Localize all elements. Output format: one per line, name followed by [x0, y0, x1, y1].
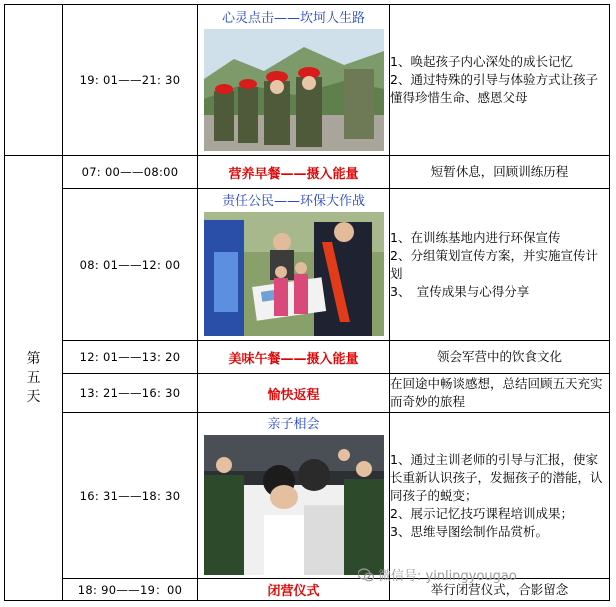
day-cell-empty	[5, 5, 63, 156]
desc-line: 1、通过主训老师的引导与汇报，使家长重新认识孩子，发掘孩子的潜能，认同孩子的蜕变；	[390, 451, 603, 503]
table-row	[5, 374, 610, 413]
activity-cell: 闭营仪式	[198, 579, 390, 601]
activity-cell	[198, 189, 390, 341]
activity-title: 亲子相会	[267, 417, 320, 432]
wechat-icon	[358, 568, 374, 582]
description-cell: 在回途中畅谈感想，总结回顾五天充实而奇妙的旅程	[390, 374, 610, 413]
activity-cell	[198, 413, 390, 579]
activity-photo-mountain-path	[204, 29, 384, 151]
time-cell: 12: 01——13: 20	[63, 341, 198, 374]
desc-line: 2、通过特殊的引导与体验方式让孩子懂得珍惜生命、感恩父母	[390, 72, 598, 105]
day-label-char: 五	[26, 369, 41, 386]
desc-line: 3、 宣传成果与心得分享	[390, 283, 530, 299]
description-cell: 举行闭营仪式，合影留念	[390, 579, 610, 601]
description-cell	[390, 413, 610, 579]
description-cell	[390, 5, 610, 156]
time-cell: 16: 31——18: 30	[63, 413, 198, 579]
desc-line: 2、分组策划宣传方案，并实施宣传计划	[390, 247, 598, 281]
desc-line: 1、唤起孩子内心深处的成长记忆	[390, 54, 573, 69]
activity-cell: 愉快返程	[198, 374, 390, 413]
table-row	[5, 341, 610, 374]
time-cell: 19: 01——21: 30	[63, 5, 198, 156]
time-cell: 18: 90——19：00	[63, 579, 198, 601]
day-label-char: 天	[26, 388, 41, 405]
watermark-text: 微信号: yinlingyougao	[378, 569, 517, 584]
activity-cell: 营养早餐——摄入能量	[198, 156, 390, 189]
description-cell: 短暂休息，回顾训练历程	[390, 156, 610, 189]
time-cell: 07: 00——08:00	[63, 156, 198, 189]
table-row	[5, 189, 610, 341]
activity-title: 心灵点击——坎坷人生路	[221, 10, 365, 26]
description-cell	[390, 189, 610, 341]
time-cell: 13: 21——16: 30	[63, 374, 198, 413]
activity-cell: 美味午餐——摄入能量	[198, 341, 390, 374]
day-label-char: 第	[26, 350, 41, 367]
table-row	[5, 5, 610, 156]
time-cell: 08: 01——12: 00	[63, 189, 198, 341]
desc-line: 1、在训练基地内进行环保宣传	[390, 229, 561, 245]
activity-cell	[198, 5, 390, 156]
table-row	[5, 413, 610, 579]
desc-line: 2、展示记忆技巧课程培训成果；	[390, 505, 573, 521]
activity-title: 责任公民——环保大作战	[221, 194, 365, 209]
watermark	[358, 565, 517, 584]
description-cell: 领会军营中的饮食文化	[390, 341, 610, 374]
desc-line: 3、思维导图绘制作品赏析。	[390, 523, 548, 539]
day-label	[5, 156, 63, 601]
activity-photo-parent-child-reunion	[204, 435, 384, 575]
table-row	[5, 156, 610, 189]
schedule-table	[4, 4, 610, 601]
activity-photo-environmental-campaign	[204, 212, 384, 336]
table-row	[5, 579, 610, 601]
